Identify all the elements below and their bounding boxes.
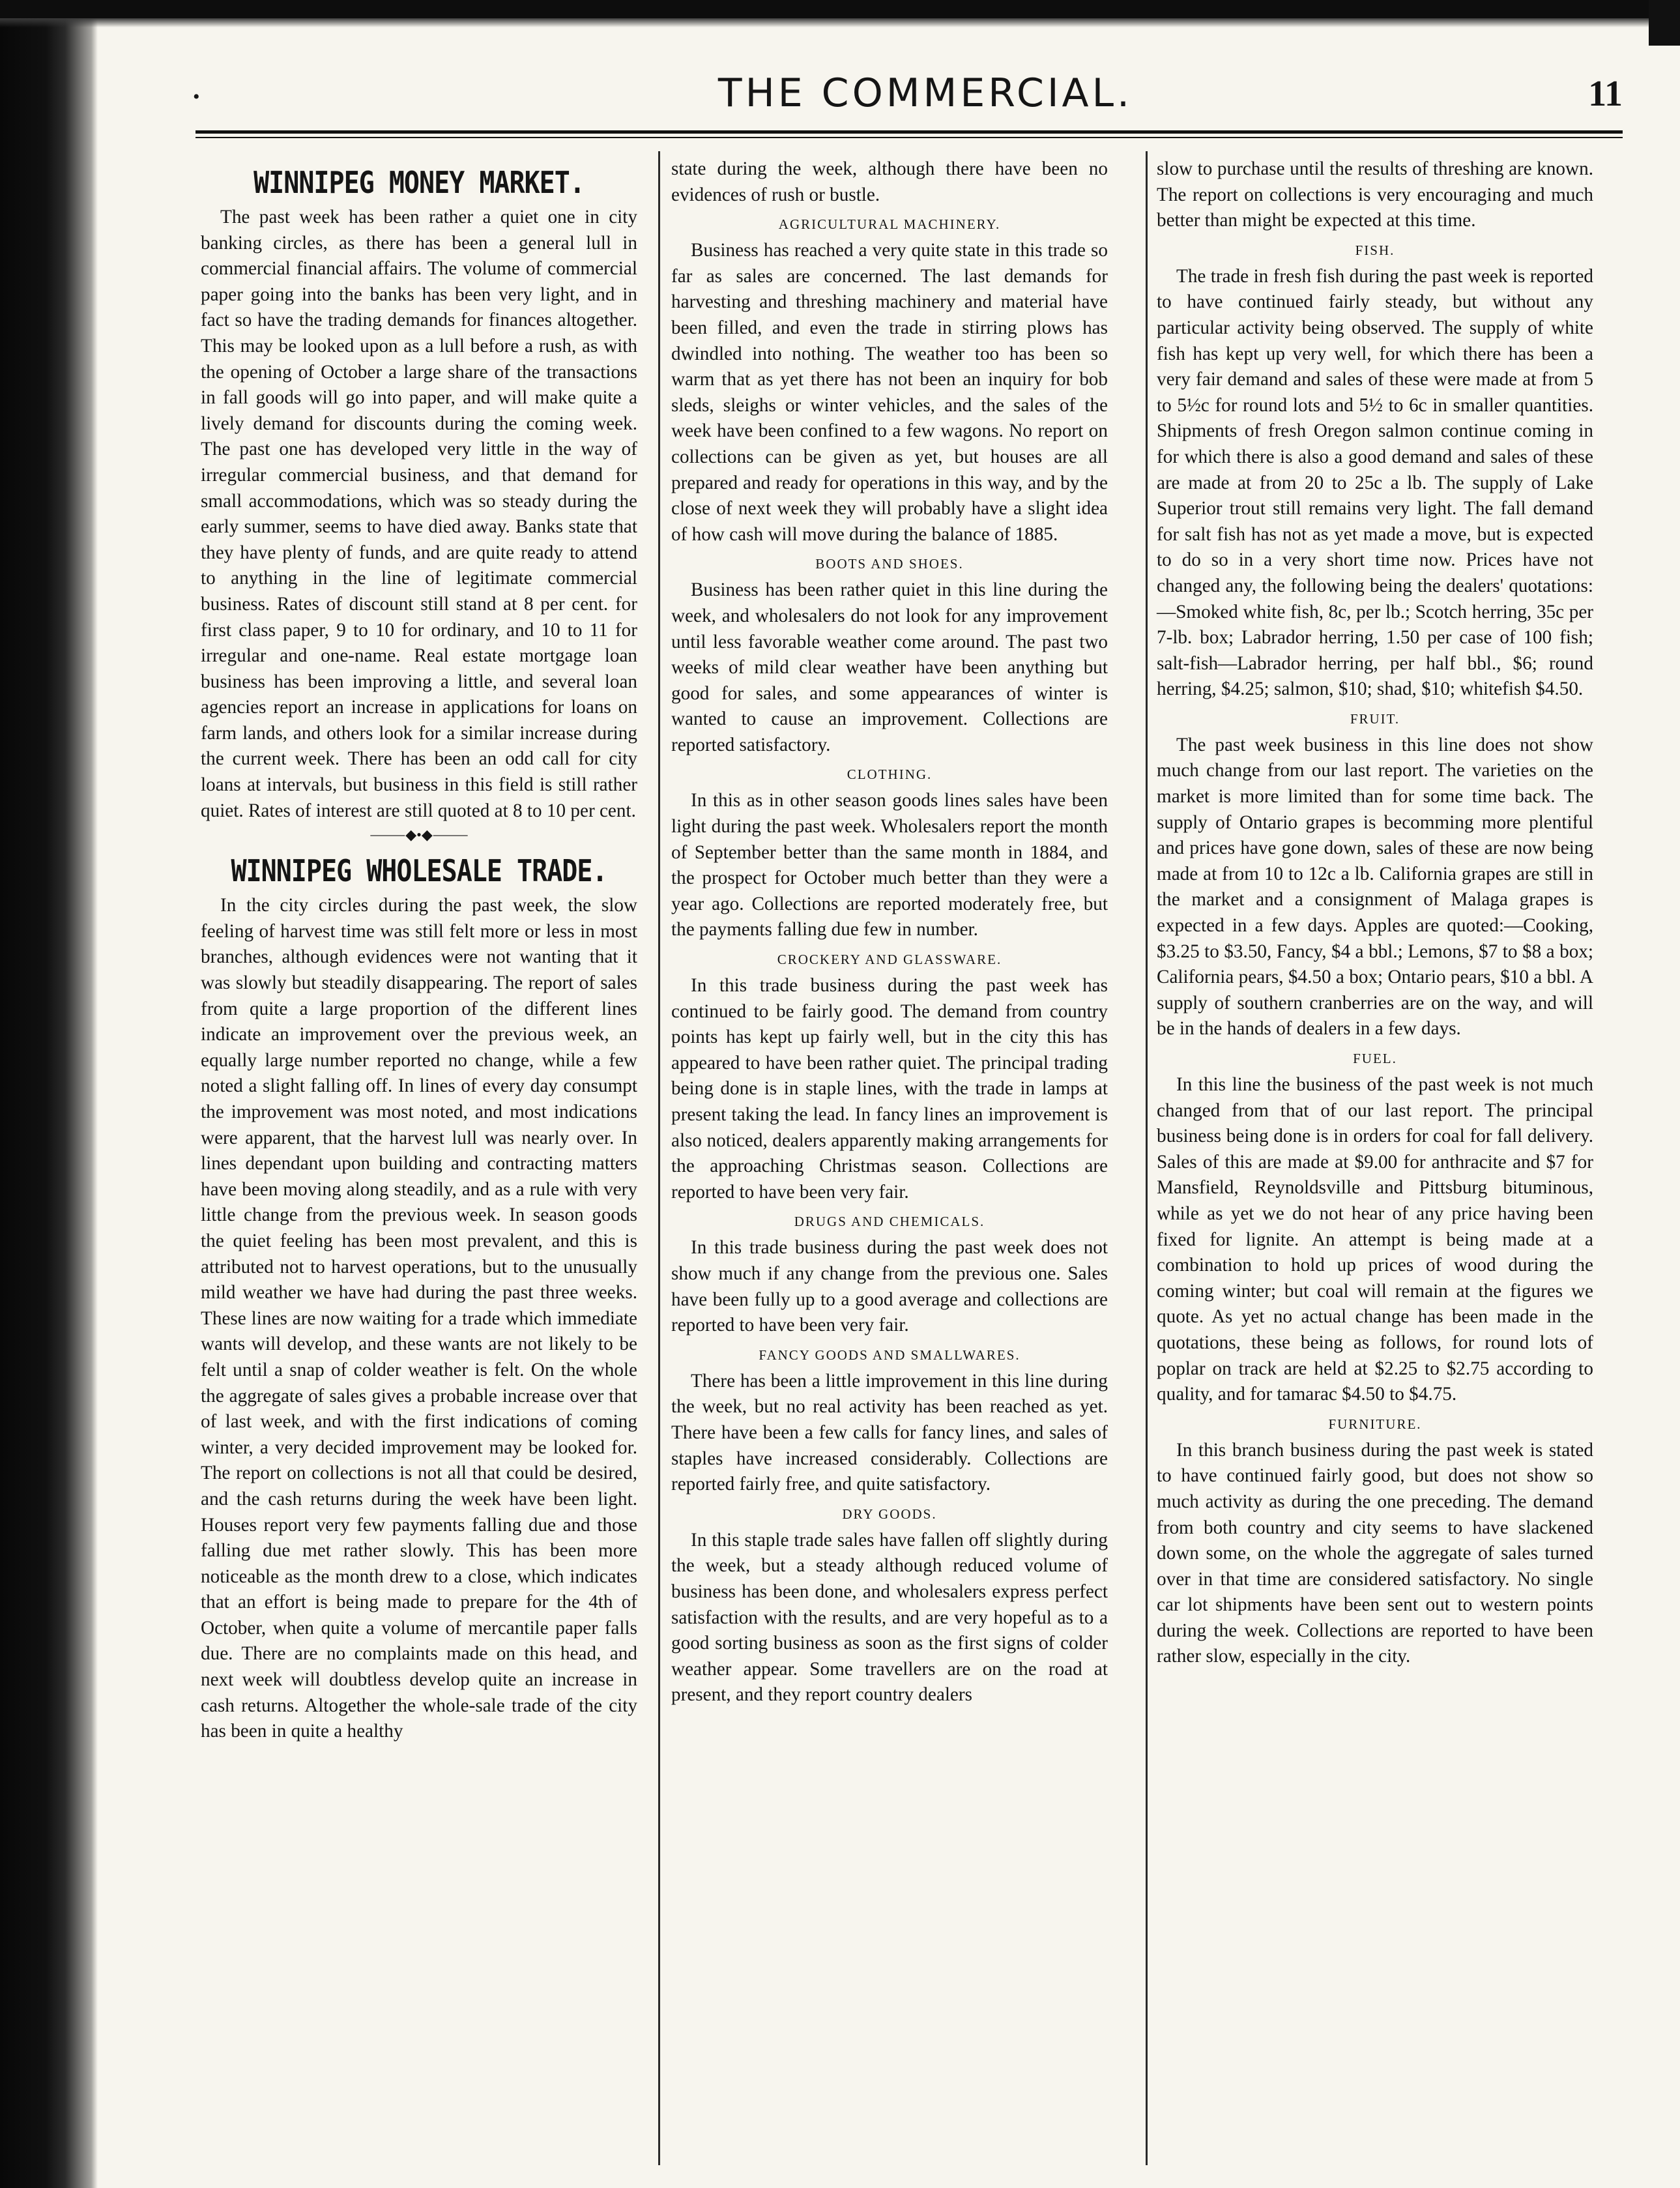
wholesale-continued-text: state during the week, although there have been no evidences of rush or bustle.	[671, 158, 1108, 205]
fish-text: The trade in fresh fish during the past week is reported to have continued fairly steady, but without any particular activity being observed. The supply of white fish has kept up very well, for which there has been a very fair demand and sales of these were made at from 5 to 5½c for round lots and 5½ to 6c in smaller quantities. Shipments of fresh Oregon salmon continue coming in for which there is also a good demand and sales of these are made at from 20 to 25c a lb. The supply of Lake Superior trout still remains very light. The fall demand for salt fish has not as yet made a move, but is expected to do so in a very short time now. Prices have not changed any, the following being the dealers' quotations:—Smoked white fish, 8c, per lb.; Scotch herring, 35c per 7-lb. box; Labrador herring, 1.50 per case of 100 fish; salt-fish—Labrador herring, per half bbl., $6; round herring, $4.25; salmon, $10; shad, $10; whitefish $4.50.	[1157, 265, 1593, 700]
masthead-title: THE COMMERCIAL.	[717, 70, 1133, 116]
agricultural-machinery-heading: AGRICULTURAL MACHINERY.	[778, 216, 1001, 233]
column-divider-1	[658, 151, 660, 2165]
wholesale-trade-article: In the city circles during the past week, the slow feeling of harvest time was still felt more or less in most branches, although evidences were not wanting that it was slowly but steadily disappearing. The report of sales from quite a large proportion of the different lines indicate an improvement over the previous week, an equally large number reported no change, while a few noted a slight falling off. In lines of every day consumpt the improvement was most noted, and most indications were apparent, that the harvest lull was nearly over. In lines dependant upon building and contracting matters have been moving along steadily, and as a rule with very little change from the previous week. In season goods the quiet feeling has been most prevalent, and this is attributed not to harvest operations, but to the unusually mild weather we have had during the past three weeks. These lines are now waiting for a trade which immediate wants will develop, and these wants are not likely to be felt until a snap of colder weather is felt. On the whole the aggregate of sales gives a probable increase over that of last week, and with the first indications of coming winter, a very decided improvement may be looked for. The report on collections is not all that could be desired, and the cash returns during the week have been light. Houses report very few payments falling due and those falling due met rather slowly. This has been more noticeable as the month drew to a close, which indicates that an effort is being made to prepare for the 4th of October, when quite a volume of mercantile paper falls due. There are no complaints made on this head, and next week will doubtless develop quite an increase in cash returns. Altogether the whole-sale trade of the city has been in quite a healthy	[201, 895, 637, 1742]
agricultural-machinery-text: Business has reached a very quite state in this trade so far as sales are concerned. The last demands for harvesting and threshing machinery and material have been filled, and even the trade in stirring plows has dwindled into nothing. The weather too has been so warm that as yet there has not been an inquiry for bob sleds, sleighs or winter vehicles, and the sales of the week have been confined to a few wagons. No report on collections can be given as yet, but houses are all prepared and ready for operations in this way, and by the close of next week they will probably have a slight idea of how cash will move during the balance of 1885.	[671, 240, 1108, 545]
column-divider-2	[1146, 151, 1148, 2165]
page-top-edge	[0, 0, 1680, 18]
furniture-heading: FURNITURE.	[1328, 1416, 1422, 1432]
dry-goods-continued-text: slow to purchase until the results of threshing are known. The report on collections is very encouraging and much better than might be expected at this time.	[1157, 158, 1593, 231]
fish-heading: FISH.	[1355, 242, 1395, 258]
column-3	[1157, 156, 1593, 1670]
page-number: 11	[1588, 74, 1623, 114]
drugs-heading: DRUGS AND CHEMICALS.	[794, 1214, 985, 1230]
money-market-headline: WINNIPEG MONEY MARKET.	[253, 166, 585, 201]
section-ornament: ⸻◆•◆⸻	[369, 826, 469, 843]
boots-shoes-heading: BOOTS AND SHOES.	[815, 556, 964, 572]
column-1	[201, 156, 637, 1745]
crockery-heading: CROCKERY AND GLASSWARE.	[777, 952, 1002, 968]
fuel-heading: FUEL.	[1353, 1051, 1397, 1066]
clothing-text: In this as in other season goods lines sales have been light during the past week. Wholesalers report the month of September better than the same month in 1884, and the prospect for October much better than they were a year ago. Collections are reported moderately free, but the payments falling due few in number.	[671, 790, 1108, 941]
page-left-edge-shadow	[0, 0, 98, 2188]
header-rule	[196, 130, 1623, 134]
furniture-text: In this branch business during the past week is stated to have continued fairly good, but does not show so much activity as during the one preceding. The demand from both country and city seems to have slackened down some, on the whole the aggregate of sales turned over in that time are considered satisfactory. No single car lot shipments have been sent out to western points during the week. Collections are reported to have been rather slow, especially in the city.	[1157, 1439, 1593, 1667]
drugs-text: In this trade business during the past week does not show much if any change from the previous one. Sales have been fully up to a good average and collections are reported to have been very fair.	[671, 1237, 1108, 1336]
dry-goods-text: In this staple trade sales have fallen off slightly during the week, but a steady although reduced volume of business has been done, and wholesalers express perfect satisfaction with the results, and are very hopeful as to a good sorting business as soon as the first signs of colder weather appear. Some travellers are on the road at present, and they report country dealers	[671, 1529, 1108, 1706]
page-right-corner-mark	[1649, 0, 1680, 46]
crockery-text: In this trade business during the past week has continued to be fairly good. The demand from country points has kept up fairly well, but in the city this has appeared to have been rather quiet. The principal trading being done is in staple lines, with the trade in lamps at present taking the lead. In fancy lines an improvement is also noticed, dealers apparently making arrangements for the approaching Christmas season. Collections are reported to have been very fair.	[671, 975, 1108, 1203]
header-rule-thin	[196, 137, 1623, 138]
fancy-goods-heading: FANCY GOODS AND SMALLWARES.	[759, 1347, 1021, 1363]
clothing-heading: CLOTHING.	[847, 766, 933, 783]
money-market-article: The past week has been rather a quiet one in city banking circles, as there has been a general lull in commercial financial affairs. The volume of commercial paper going into the banks has been very light, and in fact so have the trading demands for finances altogether. This may be looked upon as a lull before a rush, as with the opening of October a large share of the transactions in fall goods will go into paper, and will make quite a lively demand for discounts during the coming week. The past one has developed very little in the way of irregular commercial business, and that demand for small accommodations, which was so steady during the early summer, seems to have died away. Banks state that they have plenty of funds, and are quite ready to attend to anything in the line of legitimate commercial business. Rates of discount still stand at 8 per cent. for first class paper, 9 to 10 for ordinary, and 10 to 11 for irregular and one-name. Real estate mortgage loan business has been improving a little, and several loan agencies report an increase in applications for loans on farm lands, and others look for a similar increase during the current week. There has been an odd call for city loans at intervals, but business in this field is still rather quiet. Rates of interest are still quoted at 8 to 10 per cent.	[201, 207, 637, 821]
header-bullet: •	[193, 86, 200, 108]
boots-shoes-text: Business has been rather quiet in this line during the week, and wholesalers do not look for any improvement until less favorable weather come around. The past two weeks of mild clear weather have been anything but good for sales, and some appearances of winter is wanted to cause an improvement. Collections are reported satisfactory.	[671, 579, 1108, 755]
fancy-goods-text: There has been a little improvement in this line during the week, but no real activity has been reached as yet. There have been a few calls for fancy lines, and sales of staples have increased considerably. Collections are reported fairly free, and quite satisfactory.	[671, 1370, 1108, 1495]
dry-goods-heading: DRY GOODS.	[842, 1506, 937, 1522]
wholesale-trade-headline: WINNIPEG WHOLESALE TRADE.	[231, 854, 607, 889]
page-top-edge-fade	[0, 18, 1680, 27]
column-2	[671, 156, 1108, 1708]
fruit-text: The past week business in this line does not show much change from our last report. The varieties on the market is more limited than for some time back. The supply of Ontario grapes is becomming more plentiful and prices have gone down, sales of these are now being made at from 10 to 12c a lb. California grapes are still in the market and a consignment of Malaga grapes is expected in a few days. Apples are quoted:—Cooking, $3.25 to $3.50, Fancy, $4 a bbl.; Lemons, $7 to $8 a box; California pears, $4.50 a box; Ontario pears, $10 a bbl. A supply of southern cranberries are on the way, and will be in the hands of dealers in a few days.	[1157, 734, 1593, 1040]
fuel-text: In this line the business of the past week is not much changed from that of our last report. The principal business being done is in orders for coal for fall delivery. Sales of this are made at $9.00 for anthracite and $7 for Mansfield, Reynoldsville and Pittsburg bituminous, while as yet we do not hear of any price having been fixed for lignite. An attempt is being made at a combination to hold up prices of wood during the coming winter; but coal will remain at the figures we quote. As yet no actual change has been made in the quotations, these being as follows, for round lots of poplar on track are held at $2.25 to $2.75 according to quality, and for tamarac $4.50 to $4.75.	[1157, 1074, 1593, 1405]
fruit-heading: FRUIT.	[1350, 710, 1400, 727]
